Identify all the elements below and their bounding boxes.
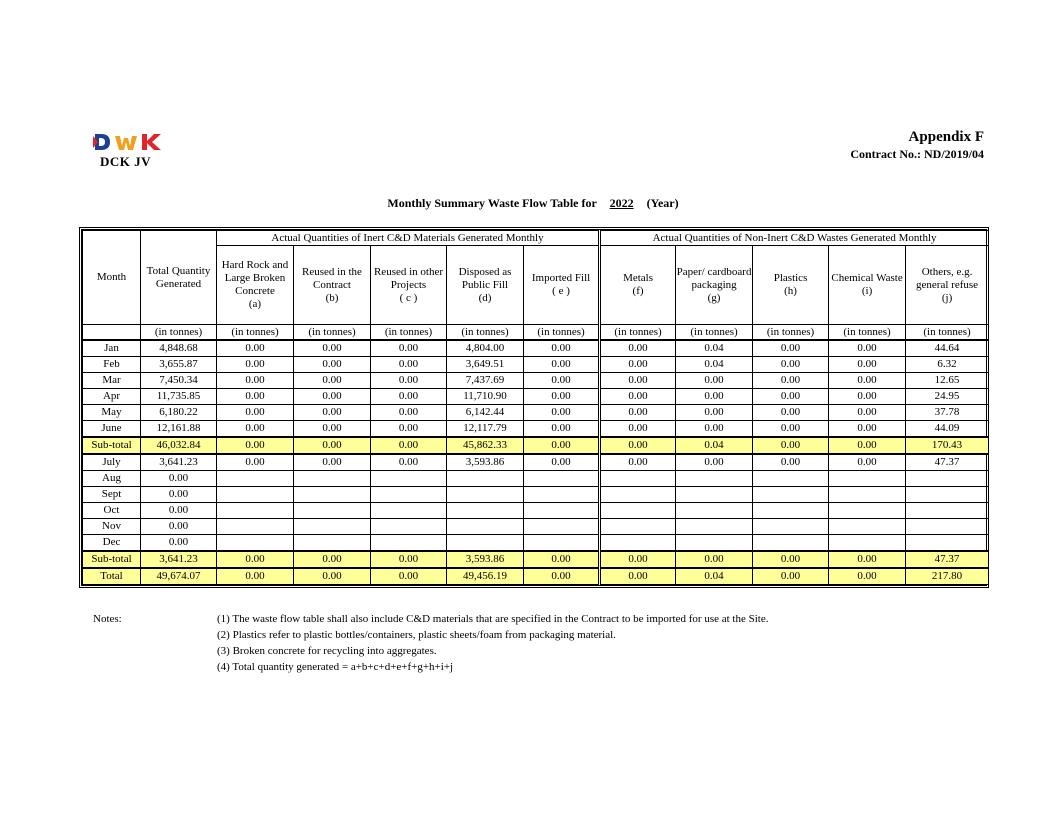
logo-w-icon xyxy=(114,132,138,152)
value-cell: 0.00 xyxy=(524,373,600,389)
value-cell: 0.00 xyxy=(217,437,294,454)
value-cell: 6.32 xyxy=(906,357,989,373)
value-cell xyxy=(906,503,989,519)
table-row xyxy=(83,373,989,389)
value-cell: 3,641.23 xyxy=(141,454,217,471)
row-label-cell: Dec xyxy=(83,535,141,552)
value-cell: 0.00 xyxy=(141,519,217,535)
value-cell: 12,117.79 xyxy=(447,421,524,438)
value-cell: 0.00 xyxy=(524,437,600,454)
value-cell xyxy=(447,487,524,503)
appendix-header xyxy=(850,129,984,162)
value-cell xyxy=(829,487,906,503)
value-cell: 0.00 xyxy=(524,340,600,357)
value-cell: 0.00 xyxy=(141,535,217,552)
table-row xyxy=(83,471,989,487)
value-cell: 170.43 xyxy=(906,437,989,454)
value-cell: 49,674.07 xyxy=(141,568,217,585)
header-month: Month xyxy=(83,231,141,325)
unit-cell: (in tonnes) xyxy=(294,325,371,341)
unit-cell: (in tonnes) xyxy=(753,325,829,341)
value-cell xyxy=(371,487,447,503)
value-cell xyxy=(600,535,676,552)
value-cell xyxy=(600,503,676,519)
unit-cell: (in tonnes) xyxy=(906,325,989,341)
value-cell: 0.00 xyxy=(294,357,371,373)
row-label-cell: Jan xyxy=(83,340,141,357)
value-cell: 0.00 xyxy=(524,357,600,373)
notes-label: Notes: xyxy=(93,613,122,625)
value-cell: 0.04 xyxy=(676,437,753,454)
total-row xyxy=(83,568,989,585)
value-cell: 0.00 xyxy=(600,357,676,373)
value-cell: 0.04 xyxy=(676,340,753,357)
table-row xyxy=(83,421,989,438)
unit-cell-month xyxy=(83,325,141,341)
unit-cell: (in tonnes) xyxy=(600,325,676,341)
value-cell: 12,161.88 xyxy=(141,421,217,438)
unit-row xyxy=(83,325,989,341)
value-cell xyxy=(294,471,371,487)
value-cell xyxy=(371,519,447,535)
value-cell xyxy=(829,471,906,487)
value-cell xyxy=(447,503,524,519)
row-label-cell: Sub-total xyxy=(83,437,141,454)
value-cell xyxy=(676,535,753,552)
unit-cell: (in tonnes) xyxy=(447,325,524,341)
value-cell: 0.00 xyxy=(753,357,829,373)
value-cell: 3,655.87 xyxy=(141,357,217,373)
value-cell: 0.00 xyxy=(600,568,676,585)
value-cell: 0.00 xyxy=(676,551,753,568)
row-label-cell: May xyxy=(83,405,141,421)
title-suffix: (Year) xyxy=(646,196,679,210)
value-cell: 0.00 xyxy=(829,437,906,454)
value-cell: 7,437.69 xyxy=(447,373,524,389)
subtotal-row-h2 xyxy=(83,551,989,568)
value-cell: 0.00 xyxy=(753,421,829,438)
value-cell: 0.00 xyxy=(371,437,447,454)
logo-d-icon xyxy=(92,132,112,152)
value-cell: 0.00 xyxy=(371,568,447,585)
unit-cell: (in tonnes) xyxy=(524,325,600,341)
value-cell: 0.00 xyxy=(753,405,829,421)
value-cell xyxy=(753,487,829,503)
value-cell: 0.00 xyxy=(294,389,371,405)
row-label-cell: Mar xyxy=(83,373,141,389)
value-cell: 0.04 xyxy=(676,568,753,585)
value-cell xyxy=(753,519,829,535)
note-item: (4) Total quantity generated = a+b+c+d+e+f+g+h+i+j xyxy=(217,661,454,673)
value-cell: 0.00 xyxy=(217,357,294,373)
value-cell: 0.04 xyxy=(676,357,753,373)
value-cell: 0.00 xyxy=(217,373,294,389)
value-cell: 4,848.68 xyxy=(141,340,217,357)
header-e: Imported Fill ( e ) xyxy=(524,246,600,325)
header-j: Others, e.g. general refuse (j) xyxy=(906,246,989,325)
value-cell xyxy=(447,519,524,535)
value-cell: 3,593.86 xyxy=(447,454,524,471)
row-label-cell: Feb xyxy=(83,357,141,373)
value-cell: 0.00 xyxy=(294,373,371,389)
value-cell xyxy=(217,519,294,535)
header-a: Hard Rock and Large Broken Concrete (a) xyxy=(217,246,294,325)
value-cell xyxy=(829,519,906,535)
value-cell: 0.00 xyxy=(753,551,829,568)
value-cell: 0.00 xyxy=(371,389,447,405)
value-cell: 37.78 xyxy=(906,405,989,421)
header-f: Metals (f) xyxy=(600,246,676,325)
value-cell: 0.00 xyxy=(753,437,829,454)
table-row xyxy=(83,535,989,552)
value-cell xyxy=(906,471,989,487)
value-cell xyxy=(294,535,371,552)
value-cell: 0.00 xyxy=(753,340,829,357)
value-cell: 0.00 xyxy=(524,389,600,405)
row-label-cell: Nov xyxy=(83,519,141,535)
value-cell: 0.00 xyxy=(141,471,217,487)
header-d: Disposed as Public Fill (d) xyxy=(447,246,524,325)
value-cell: 0.00 xyxy=(141,487,217,503)
value-cell: 0.00 xyxy=(829,551,906,568)
value-cell xyxy=(294,487,371,503)
row-label-cell: Total xyxy=(83,568,141,585)
value-cell: 6,142.44 xyxy=(447,405,524,421)
value-cell: 0.00 xyxy=(294,421,371,438)
value-cell: 0.00 xyxy=(600,389,676,405)
value-cell xyxy=(829,503,906,519)
value-cell: 0.00 xyxy=(524,405,600,421)
value-cell: 0.00 xyxy=(294,454,371,471)
title-prefix: Monthly Summary Waste Flow Table for xyxy=(387,196,597,210)
value-cell: 0.00 xyxy=(141,503,217,519)
unit-cell: (in tonnes) xyxy=(676,325,753,341)
value-cell: 0.00 xyxy=(600,437,676,454)
value-cell: 0.00 xyxy=(217,389,294,405)
value-cell: 0.00 xyxy=(524,421,600,438)
value-cell: 0.00 xyxy=(676,405,753,421)
header-group-noninert: Actual Quantities of Non-Inert C&D Wastes Generated Monthly xyxy=(600,231,989,246)
row-label-cell: Oct xyxy=(83,503,141,519)
value-cell xyxy=(447,535,524,552)
value-cell: 0.00 xyxy=(676,389,753,405)
value-cell: 4,804.00 xyxy=(447,340,524,357)
value-cell xyxy=(600,487,676,503)
value-cell: 0.00 xyxy=(217,405,294,421)
value-cell xyxy=(371,471,447,487)
value-cell: 0.00 xyxy=(829,454,906,471)
value-cell: 3,641.23 xyxy=(141,551,217,568)
value-cell: 0.00 xyxy=(600,551,676,568)
appendix-title: Appendix F xyxy=(908,129,984,145)
value-cell: 0.00 xyxy=(371,340,447,357)
value-cell: 0.00 xyxy=(829,357,906,373)
value-cell: 0.00 xyxy=(371,373,447,389)
note-item: (3) Broken concrete for recycling into aggregates. xyxy=(217,645,437,657)
table-row xyxy=(83,357,989,373)
value-cell xyxy=(217,503,294,519)
value-cell: 0.00 xyxy=(371,405,447,421)
value-cell: 0.00 xyxy=(829,389,906,405)
value-cell: 0.00 xyxy=(600,340,676,357)
header-group-inert: Actual Quantities of Inert C&D Materials Generated Monthly xyxy=(217,231,600,246)
value-cell: 0.00 xyxy=(294,340,371,357)
value-cell: 0.00 xyxy=(829,373,906,389)
value-cell: 0.00 xyxy=(600,405,676,421)
value-cell: 0.00 xyxy=(676,454,753,471)
value-cell: 0.00 xyxy=(294,551,371,568)
value-cell xyxy=(753,535,829,552)
logo-text: DCK JV xyxy=(100,154,152,169)
value-cell xyxy=(447,471,524,487)
table-row xyxy=(83,503,989,519)
unit-cell: (in tonnes) xyxy=(141,325,217,341)
value-cell xyxy=(371,535,447,552)
row-label-cell: Sub-total xyxy=(83,551,141,568)
notes-list xyxy=(217,611,917,675)
value-cell: 0.00 xyxy=(371,454,447,471)
value-cell: 46,032.84 xyxy=(141,437,217,454)
value-cell xyxy=(294,519,371,535)
value-cell xyxy=(600,471,676,487)
value-cell xyxy=(676,471,753,487)
value-cell: 0.00 xyxy=(217,454,294,471)
header-g: Paper/ cardboard packaging (g) xyxy=(676,246,753,325)
value-cell: 3,649.51 xyxy=(447,357,524,373)
value-cell: 0.00 xyxy=(676,421,753,438)
value-cell xyxy=(217,535,294,552)
value-cell xyxy=(753,471,829,487)
value-cell: 0.00 xyxy=(217,340,294,357)
value-cell: 0.00 xyxy=(371,551,447,568)
table-row xyxy=(83,487,989,503)
value-cell: 11,710.90 xyxy=(447,389,524,405)
value-cell: 45,862.33 xyxy=(447,437,524,454)
value-cell: 24.95 xyxy=(906,389,989,405)
value-cell: 0.00 xyxy=(217,568,294,585)
value-cell xyxy=(600,519,676,535)
header-c: Reused in other Projects ( c ) xyxy=(371,246,447,325)
value-cell: 7,450.34 xyxy=(141,373,217,389)
value-cell: 0.00 xyxy=(676,373,753,389)
value-cell xyxy=(217,487,294,503)
row-label-cell: Sept xyxy=(83,487,141,503)
value-cell xyxy=(217,471,294,487)
table-row xyxy=(83,389,989,405)
value-cell: 12.65 xyxy=(906,373,989,389)
subtotal-row-h1 xyxy=(83,437,989,454)
note-item: (1) The waste flow table shall also include C&D materials that are specified in the Contract to be imported for use at the Site. xyxy=(217,613,769,625)
value-cell: 0.00 xyxy=(524,568,600,585)
value-cell: 11,735.85 xyxy=(141,389,217,405)
value-cell xyxy=(906,487,989,503)
value-cell xyxy=(524,487,600,503)
value-cell xyxy=(906,519,989,535)
unit-cell: (in tonnes) xyxy=(829,325,906,341)
value-cell: 0.00 xyxy=(829,568,906,585)
row-label-cell: Apr xyxy=(83,389,141,405)
unit-cell: (in tonnes) xyxy=(371,325,447,341)
value-cell xyxy=(524,471,600,487)
value-cell: 0.00 xyxy=(217,551,294,568)
value-cell: 0.00 xyxy=(294,437,371,454)
value-cell: 0.00 xyxy=(753,568,829,585)
value-cell xyxy=(676,487,753,503)
value-cell: 0.00 xyxy=(753,373,829,389)
row-label-cell: June xyxy=(83,421,141,438)
contract-number: Contract No.: ND/2019/04 xyxy=(850,147,984,161)
value-cell: 0.00 xyxy=(371,357,447,373)
table-row xyxy=(83,454,989,471)
row-label-cell: July xyxy=(83,454,141,471)
value-cell: 0.00 xyxy=(600,454,676,471)
value-cell: 0.00 xyxy=(829,340,906,357)
unit-cell: (in tonnes) xyxy=(217,325,294,341)
header-i: Chemical Waste (i) xyxy=(829,246,906,325)
header-b: Reused in the Contract (b) xyxy=(294,246,371,325)
value-cell: 0.00 xyxy=(600,373,676,389)
title-year: 2022 xyxy=(609,196,634,210)
value-cell: 0.00 xyxy=(294,568,371,585)
value-cell: 47.37 xyxy=(906,551,989,568)
value-cell: 0.00 xyxy=(753,389,829,405)
waste-flow-table xyxy=(82,230,989,585)
header-total: Total Quantity Generated xyxy=(141,231,217,325)
table-row xyxy=(83,340,989,357)
page-title xyxy=(0,196,1056,211)
logo-k-icon xyxy=(140,132,164,152)
value-cell: 49,456.19 xyxy=(447,568,524,585)
value-cell: 0.00 xyxy=(600,421,676,438)
value-cell: 47.37 xyxy=(906,454,989,471)
row-label-cell: Aug xyxy=(83,471,141,487)
value-cell: 44.09 xyxy=(906,421,989,438)
company-logo xyxy=(90,131,170,171)
table-row xyxy=(83,519,989,535)
value-cell: 0.00 xyxy=(829,421,906,438)
value-cell: 0.00 xyxy=(829,405,906,421)
value-cell xyxy=(524,519,600,535)
note-item: (2) Plastics refer to plastic bottles/containers, plastic sheets/foam from packaging material. xyxy=(217,629,616,641)
value-cell: 6,180.22 xyxy=(141,405,217,421)
value-cell xyxy=(371,503,447,519)
value-cell: 0.00 xyxy=(371,421,447,438)
value-cell xyxy=(524,535,600,552)
waste-flow-table-container xyxy=(79,227,989,588)
value-cell xyxy=(753,503,829,519)
value-cell: 0.00 xyxy=(524,551,600,568)
value-cell: 3,593.86 xyxy=(447,551,524,568)
value-cell xyxy=(294,503,371,519)
table-row xyxy=(83,405,989,421)
table-body xyxy=(83,340,989,585)
value-cell xyxy=(906,535,989,552)
header-h: Plastics (h) xyxy=(753,246,829,325)
value-cell xyxy=(524,503,600,519)
value-cell: 217.80 xyxy=(906,568,989,585)
value-cell xyxy=(676,503,753,519)
value-cell: 0.00 xyxy=(217,421,294,438)
value-cell: 0.00 xyxy=(753,454,829,471)
value-cell xyxy=(676,519,753,535)
value-cell: 0.00 xyxy=(294,405,371,421)
value-cell: 44.64 xyxy=(906,340,989,357)
value-cell: 0.00 xyxy=(524,454,600,471)
value-cell xyxy=(829,535,906,552)
